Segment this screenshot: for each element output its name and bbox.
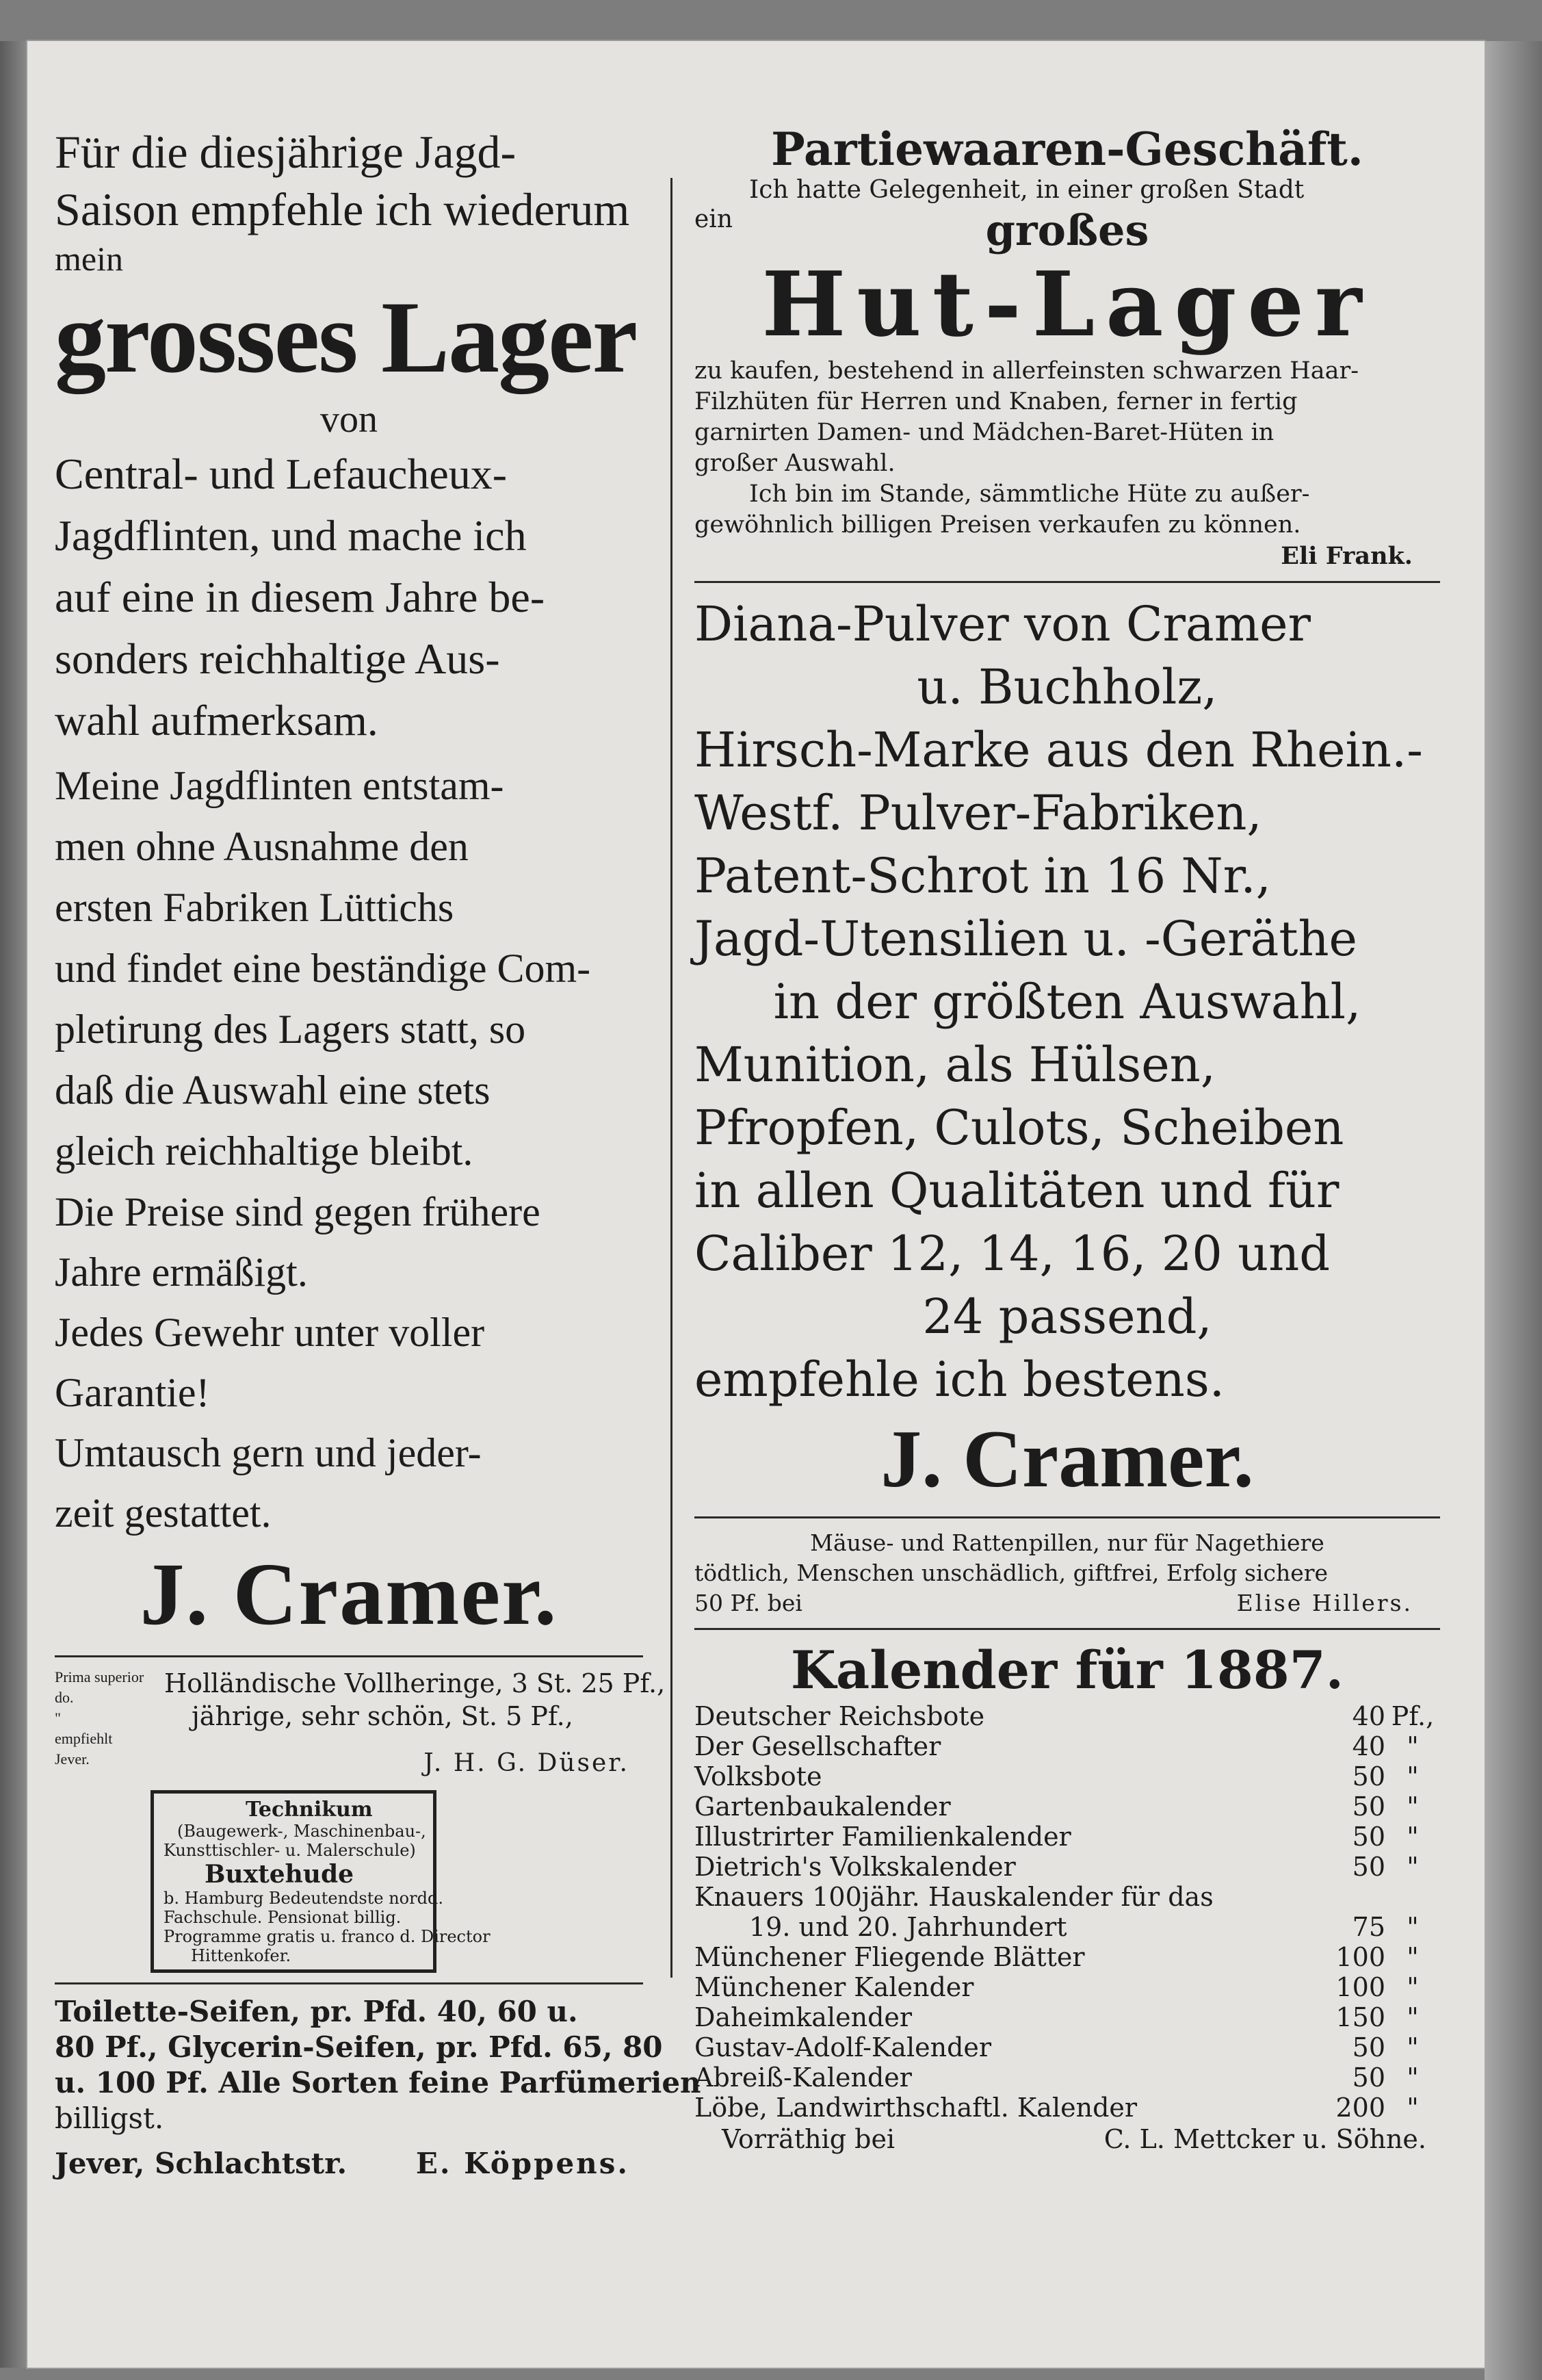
powder-line-2: u. Buchholz, (917, 659, 1218, 715)
soap-line-2: 80 Pf., Glycerin-Seifen, pr. Pfd. 65, 80 (55, 2030, 663, 2064)
hat-ad-signature: Eli Frank. (1281, 542, 1413, 570)
calendar-item-price: 75 (1352, 1912, 1385, 1942)
powder-line-4: Westf. Pulver-Fabriken, (694, 785, 1262, 841)
newspaper-page (27, 41, 1485, 2368)
soap-signature: E. Köppens. (415, 2147, 629, 2180)
hat-ad-body-3: garnirten Damen- und Mädchen-Baret-Hüten in (694, 419, 1275, 446)
separator (694, 1628, 1440, 1630)
technikum-line-7: Hittenkofer. (191, 1946, 291, 1965)
calendar-item-unit: " (1407, 2002, 1419, 2032)
calendar-item-name: Münchener Kalender (694, 1972, 974, 2002)
powder-line-13: empfehle ich bestens. (694, 1351, 1225, 1408)
soap-place: Jever, Schlachtstr. (55, 2147, 348, 2180)
calendar-item-price: 50 (1352, 2032, 1385, 2062)
herring-label-2: do. (55, 1689, 74, 1706)
calendar-list (694, 1701, 1440, 2123)
calendar-item-price: 50 (1352, 1852, 1385, 1882)
calendar-item-name: Münchener Fliegende Blätter (694, 1942, 1085, 1972)
soap-line-3: u. 100 Pf. Alle Sorten feine Parfümerien (55, 2066, 701, 2099)
calendar-item-unit: " (1407, 1852, 1419, 1882)
rat-line-2: tödtlich, Menschen unschädlich, giftfrei, Erfolg sichere (694, 1560, 1329, 1586)
calendar-item-price: 100 (1335, 1942, 1385, 1972)
calendar-item-unit: " (1407, 2032, 1419, 2062)
calendar-item-name: Dietrich's Volkskalender (694, 1852, 1016, 1882)
hat-ad-intro-1: Ich hatte Gelegenheit, in einer großen Stadt (749, 176, 1305, 204)
separator (55, 1982, 643, 1984)
technikum-ad (151, 1790, 491, 1973)
powder-line-12: 24 passend, (922, 1289, 1212, 1345)
gun-ad-body2-6: daß die Auswahl eine stets (55, 1068, 491, 1113)
calendar-item-unit: " (1407, 1822, 1419, 1852)
gun-ad-body2-5: pletirung des Lagers statt, so (55, 1007, 526, 1052)
rat-poison-ad (694, 1528, 1440, 1618)
calendar-item-price: 100 (1335, 1972, 1385, 2002)
gun-ad-body-3: auf eine in diesem Jahre be- (55, 573, 545, 621)
powder-line-6: Jagd-Utensilien u. -Geräthe (694, 911, 1357, 967)
gun-ad-body4-2: Garantie! (55, 1370, 210, 1415)
calendar-item-name: Daheimkalender (694, 2002, 913, 2032)
calendar-item-name: Knauers 100jähr. Hauskalender für das (694, 1882, 1214, 1912)
calendar-item-unit: Pf., (1391, 1701, 1435, 1731)
powder-line-3: Hirsch-Marke aus den Rhein.- (694, 722, 1423, 778)
powder-line-5: Patent-Schrot in 16 Nr., (694, 848, 1271, 904)
separator (55, 1655, 643, 1657)
herring-line-1: Holländische Vollheringe, 3 St. 25 Pf., (164, 1668, 666, 1698)
gun-ad-intro-2: Saison empfehle ich wiederum (55, 183, 630, 235)
hat-ad-body-1: zu kaufen, bestehend in allerfeinsten schwarzen Haar- (694, 357, 1359, 385)
herring-signature: J. H. G. Düser. (423, 1749, 629, 1777)
calendar-item-price: 40 (1352, 1701, 1385, 1731)
calendar-title: Kalender für 1887. (790, 1640, 1344, 1700)
rat-line-1: Mäuse- und Rattenpillen, nur für Nagethiere (810, 1529, 1324, 1556)
gun-ad-intro-3: mein (55, 240, 123, 278)
calendar-item-name: 19. und 20. Jahrhundert (749, 1912, 1067, 1942)
calendar-item-name: Gartenbaukalender (694, 1792, 951, 1822)
powder-line-8: Munition, als Hülsen, (694, 1037, 1216, 1093)
calendar-item-name: Abreiß-Kalender (694, 2062, 912, 2093)
calendar-item-unit: " (1407, 1942, 1419, 1972)
calendar-item-unit: " (1407, 1761, 1419, 1792)
page-edge (1485, 41, 1542, 2380)
calendar-item-price: 50 (1352, 2062, 1385, 2093)
calendar-item-unit: " (1407, 1972, 1419, 2002)
gun-ad-body3-2: Jahre ermäßigt. (55, 1250, 308, 1295)
gun-ad-von: von (320, 398, 378, 441)
calendar-item-name: Gustav-Adolf-Kalender (694, 2032, 992, 2062)
herring-label-3: " (55, 1709, 61, 1726)
technikum-line-1: (Baugewerk-, Maschinenbau-, (177, 1822, 426, 1841)
book-gutter (0, 41, 27, 2368)
calendar-item-unit: " (1407, 1792, 1419, 1822)
technikum-line-4: b. Hamburg Bedeutendste nordd. (164, 1889, 443, 1908)
gun-ad-body5-2: zeit gestattet. (55, 1490, 272, 1536)
hat-ad (694, 123, 1440, 571)
calendar-item-name: Deutscher Reichsbote (694, 1701, 985, 1731)
herring-label-5: Jever. (55, 1750, 90, 1768)
rat-price: 50 Pf. bei (694, 1590, 802, 1616)
herring-line-2: jährige, sehr schön, St. 5 Pf., (192, 1701, 573, 1731)
separator (694, 581, 1440, 583)
gun-ad-headline: grosses Lager (55, 281, 637, 394)
hat-ad-body2-1: Ich bin im Stande, sämmtliche Hüte zu außer- (749, 480, 1310, 508)
herring-label-4: empfiehlt (55, 1730, 113, 1747)
calendar-item-name: Der Gesellschafter (694, 1731, 941, 1761)
calendar-item-unit: " (1407, 1912, 1419, 1942)
technikum-title: Technikum (246, 1798, 373, 1822)
soap-line-1: Toilette-Seifen, pr. Pfd. 40, 60 u. (55, 1995, 578, 2028)
calendar-item-price: 50 (1352, 1761, 1385, 1792)
gun-ad (55, 123, 643, 1646)
hat-ad-body2-2: gewöhnlich billigen Preisen verkaufen zu können. (694, 511, 1301, 539)
powder-signature: J. Cramer. (880, 1413, 1254, 1504)
technikum-line-5: Fachschule. Pensionat billig. (164, 1908, 402, 1927)
gun-ad-body-2: Jagdflinten, und mache ich (55, 511, 527, 560)
gun-ad-intro-1: Für die diesjährige Jagd- (55, 126, 517, 178)
technikum-place: Buxtehude (205, 1860, 354, 1889)
gun-ad-body2-1: Meine Jagdflinten entstam- (55, 763, 504, 808)
soap-line-4: billigst. (55, 2101, 164, 2135)
calendar-item-unit: " (1407, 1731, 1419, 1761)
gun-ad-body-4: sonders reichhaltige Aus- (55, 634, 500, 683)
technikum-line-6: Programme gratis u. franco d. Director (164, 1927, 491, 1946)
calendar-ad (694, 1640, 1440, 2156)
left-column (55, 123, 701, 2182)
herring-label-1: Prima superior (55, 1668, 144, 1685)
gun-ad-body4-1: Jedes Gewehr unter voller (55, 1310, 485, 1355)
powder-line-10: in allen Qualitäten und für (694, 1163, 1340, 1219)
gun-ad-body2-7: gleich reichhaltige bleibt. (55, 1128, 473, 1174)
hat-ad-heading: Partiewaaren-Geschäft. (771, 122, 1363, 176)
calendar-item-price: 200 (1335, 2093, 1385, 2123)
calendar-footer-left: Vorräthig bei (722, 2124, 896, 2154)
calendar-item-unit: " (1407, 2062, 1419, 2093)
technikum-line-2: Kunsttischler- u. Malerschule) (164, 1841, 416, 1860)
gun-ad-body-5: wahl aufmerksam. (55, 696, 378, 745)
gun-ad-signature: J. Cramer. (140, 1545, 558, 1644)
calendar-item-name: Illustrirter Familienkalender (694, 1822, 1071, 1852)
hat-ad-body-4: großer Auswahl. (694, 450, 896, 477)
calendar-item-name: Volksbote (694, 1761, 822, 1792)
hat-ad-grosses: großes (985, 205, 1149, 255)
calendar-item-name: Löbe, Landwirthschaftl. Kalender (694, 2093, 1138, 2123)
calendar-item-price: 50 (1352, 1792, 1385, 1822)
column-divider (670, 178, 672, 1978)
gun-ad-body3-1: Die Preise sind gegen frühere (55, 1189, 540, 1234)
calendar-item-price: 150 (1335, 2002, 1385, 2032)
powder-line-9: Pfropfen, Culots, Scheiben (694, 1100, 1344, 1156)
calendar-item-price: 40 (1352, 1731, 1385, 1761)
gun-ad-body5-1: Umtausch gern und jeder- (55, 1430, 482, 1475)
hat-ad-body-2: Filzhüten für Herren und Knaben, ferner in fertig (694, 388, 1298, 415)
powder-line-11: Caliber 12, 14, 16, 20 und (694, 1226, 1331, 1282)
gun-ad-body-1: Central- und Lefaucheux- (55, 450, 508, 498)
soap-ad (55, 1994, 701, 2182)
calendar-item-price: 50 (1352, 1822, 1385, 1852)
gun-ad-body2-3: ersten Fabriken Lüttichs (55, 885, 454, 930)
powder-line-7: in der größten Auswahl, (773, 974, 1361, 1030)
calendar-item-unit: " (1407, 2093, 1419, 2123)
separator (694, 1516, 1440, 1518)
calendar-footer-right: C. L. Mettcker u. Söhne. (1103, 2124, 1426, 2154)
gun-ad-body2-4: und findet eine beständige Com- (55, 946, 591, 991)
powder-ad (694, 593, 1440, 1507)
hat-ad-headline: Hut-Lager (761, 252, 1373, 357)
powder-line-1: Diana-Pulver von Cramer (694, 596, 1311, 652)
rat-signature: Elise Hillers. (1236, 1590, 1413, 1616)
gun-ad-body2-2: men ohne Ausnahme den (55, 824, 469, 869)
herring-ad (55, 1667, 666, 1783)
hat-ad-intro-ein: ein (694, 205, 733, 233)
right-column (694, 123, 1440, 2156)
